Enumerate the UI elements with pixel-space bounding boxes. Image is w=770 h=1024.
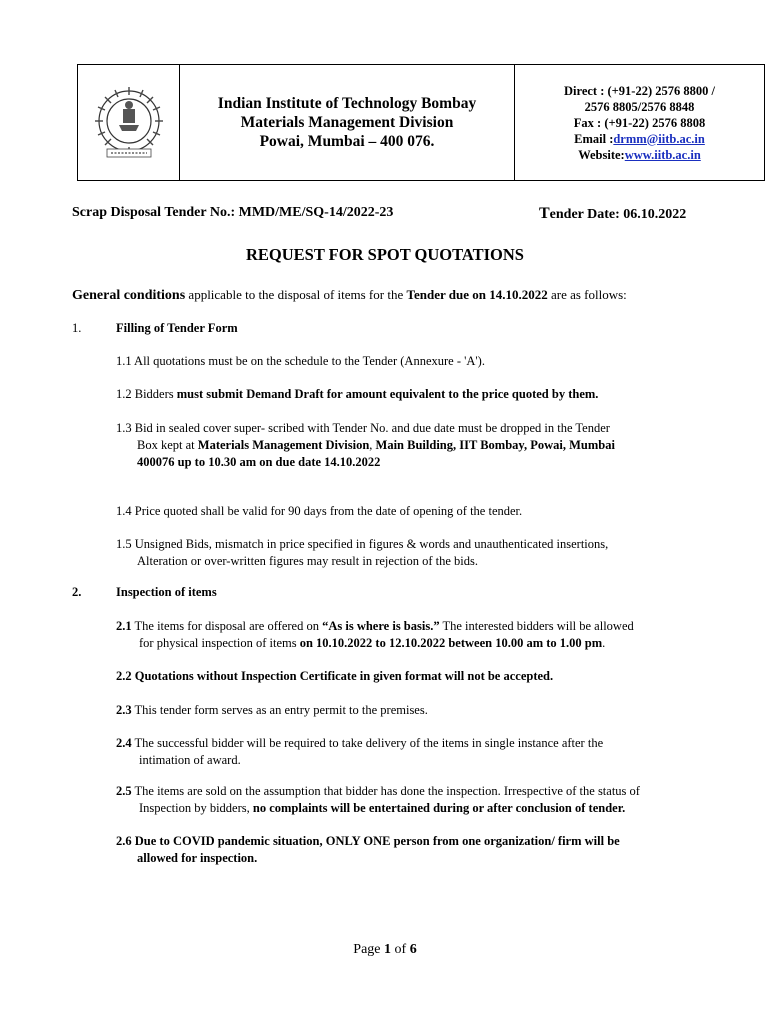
clause-1-3-line1: 1.3 Bid in sealed cover super- scribed with Tender No. and due date must be dropped in the Tender [116, 421, 610, 435]
clause-1-3-line3: 400076 up to 10.30 am on due date 14.10.2022 [137, 455, 381, 469]
clause-2-3-number: 2.3 [116, 703, 132, 717]
email-link[interactable]: drmm@iitb.ac.in [613, 131, 705, 146]
letterhead [77, 64, 765, 181]
clause-2-2: 2.2 Quotations without Inspection Certificate in given format will not be accepted. [116, 669, 554, 683]
section-1-title: Filling of Tender Form [116, 321, 238, 335]
iitb-logo-icon [93, 83, 165, 163]
general-conditions-tail: are as follows: [547, 287, 627, 302]
clause-2-5-line2 [116, 800, 640, 817]
clause-1-2-lead: 1.2 Bidders [116, 387, 177, 401]
clause-2-4-line1 [116, 735, 603, 752]
general-conditions-intro [72, 287, 627, 304]
general-conditions-text: applicable to the disposal of items for the [185, 287, 407, 302]
clause-1-2-bold: must submit Demand Draft for amount equivalent to the price quoted by them. [176, 387, 599, 401]
organization-name-block [180, 65, 515, 180]
clause-2-4-line2: intimation of award. [139, 753, 241, 767]
clause-1-3-box: Box kept at [137, 438, 198, 452]
clause-2-6-line1: 2.6 Due to COVID pandemic situation, ONLY ONE person from one organization/ firm will be [116, 834, 620, 848]
section-1-number: 1. [72, 321, 82, 335]
page-number [0, 942, 770, 958]
tender-date-text: ender Date: 06.10.2022 [549, 207, 687, 222]
clause-1-5-line1: 1.5 Unsigned Bids, mismatch in price specified in figures & words and unauthenticated insertions, [116, 537, 609, 551]
clause-2-1 [116, 618, 634, 652]
tender-number: Scrap Disposal Tender No.: MMD/ME/SQ-14/2022-23 [72, 205, 394, 220]
clause-2-1-end: . [602, 636, 606, 650]
contact-fax: Fax : (+91-22) 2576 8808 [573, 115, 706, 130]
clause-1-1: 1.1 All quotations must be on the schedule to the Tender (Annexure - 'A'). [116, 354, 485, 368]
clause-1-2 [116, 386, 598, 403]
clause-2-1-line1 [116, 618, 634, 635]
clause-2-4-text: The successful bidder will be required to take delivery of the items in single instance after the [131, 736, 604, 750]
clause-1-5 [116, 536, 608, 570]
clause-2-4 [116, 735, 603, 769]
clause-1-5-line2: Alteration or over-written figures may result in rejection of the bids. [137, 554, 478, 568]
clause-1-3 [116, 420, 615, 471]
clause-1-3-sep: , [369, 438, 376, 452]
website-link[interactable]: www.iitb.ac.in [624, 147, 701, 162]
clause-2-5-line1 [116, 783, 640, 800]
email-label: Email : [574, 131, 614, 146]
clause-2-5-text2: Inspection by bidders, [139, 801, 253, 815]
org-address: Powai, Mumbai – 400 076. [259, 133, 435, 150]
clause-2-5-bold: no complaints will be entertained during or after conclusion of tender. [252, 801, 626, 815]
contact-email [519, 131, 760, 147]
contact-direct-cont: 2576 8805/2576 8848 [584, 99, 695, 114]
tender-date-initial: T [539, 205, 550, 222]
document-title: REQUEST FOR SPOT QUOTATIONS [246, 245, 524, 264]
clause-2-1-text: The items for disposal are offered on [131, 619, 323, 633]
page-total: 6 [409, 942, 417, 957]
clause-2-1-text2: The interested bidders will be allowed [439, 619, 634, 633]
clause-2-4-number: 2.4 [116, 736, 132, 750]
page-current: 1 [384, 942, 392, 957]
tender-due-date: Tender due on 14.10.2022 [406, 287, 548, 302]
clause-2-1-line2 [116, 635, 634, 652]
clause-1-3-division: Materials Management Division [197, 438, 370, 452]
clause-2-1-basis: “As is where is basis.” [322, 619, 440, 633]
org-division: Materials Management Division [240, 114, 454, 131]
page-of: of [391, 942, 410, 957]
clause-2-5 [116, 783, 640, 817]
contact-block [515, 65, 764, 180]
general-conditions-label: General conditions [72, 288, 186, 303]
section-2-title: Inspection of items [116, 585, 217, 599]
contact-direct: Direct : (+91-22) 2576 8800 / [564, 83, 715, 98]
section-2-number: 2. [72, 585, 82, 599]
clause-2-6 [116, 833, 620, 867]
clause-2-6-line2: allowed for inspection. [137, 851, 258, 865]
institute-logo-cell [78, 65, 180, 180]
clause-1-3-line2 [116, 437, 615, 454]
clause-2-1-number: 2.1 [116, 619, 132, 633]
tender-date [539, 205, 686, 223]
website-label: Website: [578, 147, 625, 162]
clause-2-5-number: 2.5 [116, 784, 132, 798]
clause-2-3-text: This tender form serves as an entry permit to the premises. [131, 703, 428, 717]
clause-1-4: 1.4 Price quoted shall be valid for 90 days from the date of opening of the tender. [116, 504, 523, 518]
page-label: Page [353, 942, 385, 957]
clause-2-5-text: The items are sold on the assumption that bidder has done the inspection. Irrespective of the status of [131, 784, 640, 798]
org-name: Indian Institute of Technology Bombay [217, 95, 477, 112]
contact-website [519, 147, 760, 163]
clause-2-3 [116, 702, 428, 719]
clause-2-1-dates: on 10.10.2022 to 12.10.2022 between 10.00 am to 1.00 pm [299, 636, 603, 650]
clause-2-1-text3: for physical inspection of items [139, 636, 300, 650]
clause-1-3-location: Main Building, IIT Bombay, Powai, Mumbai [375, 438, 615, 452]
